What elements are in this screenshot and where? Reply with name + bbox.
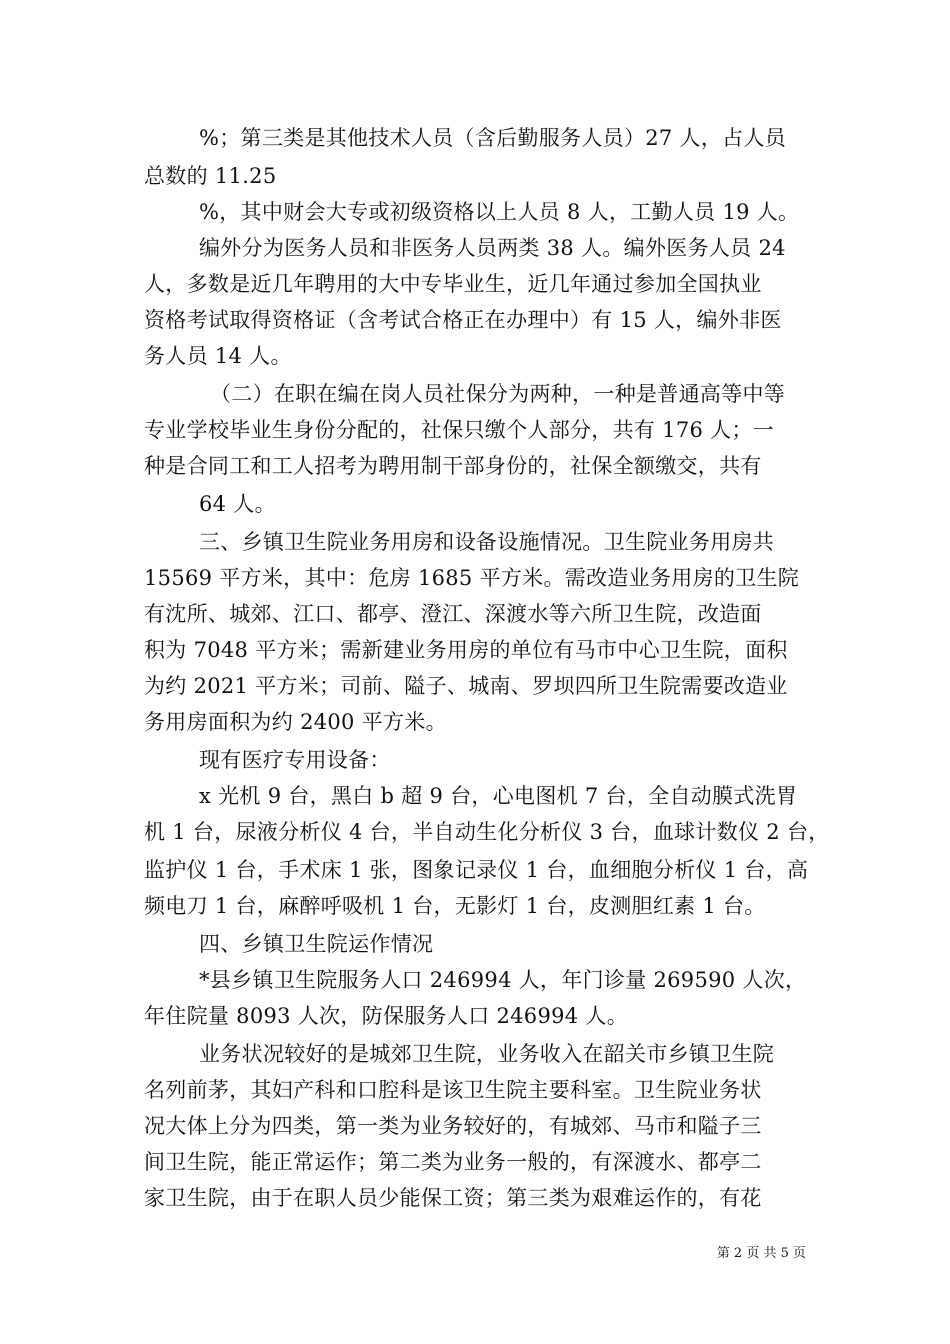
text-line: 专业学校毕业生身份分配的，社保只缴个人部分，共有 176 人；一 (144, 418, 775, 442)
text-line: %；第三类是其他技术人员（含后勤服务人员）27 人，占人员 (199, 126, 787, 150)
text-line: （二）在职在编在岗人员社保分为两种，一种是普通高等中等 (210, 382, 786, 406)
text-line: 四、乡镇卫生院运作情况 (199, 932, 434, 956)
text-line: 机 1 台，尿液分析仪 4 台，半自动生化分析仪 3 台，血球计数仪 2 台， (144, 820, 830, 844)
text-line: 15569 平方米，其中：危房 1685 平方米。需改造业务用房的卫生院 (144, 566, 800, 590)
text-line: 三、乡镇卫生院业务用房和设备设施情况。卫生院业务用房共 (199, 530, 775, 554)
text-line: 务用房面积为约 2400 平方米。 (144, 710, 447, 734)
text-line: 64 人。 (199, 492, 276, 516)
text-line: 名列前茅，其妇产科和口腔科是该卫生院主要科室。卫生院业务状 (144, 1078, 762, 1102)
text-line: 业务状况较好的是城郊卫生院，业务收入在韶关市乡镇卫生院 (199, 1042, 775, 1066)
text-line: x 光机 9 台，黑白 b 超 9 台，心电图机 7 台，全自动膜式洗胃 (199, 784, 798, 808)
text-line: 资格考试取得资格证（含考试合格正在办理中）有 15 人，编外非医 (144, 308, 782, 332)
text-line: 积为 7048 平方米；需新建业务用房的单位有马市中心卫生院，面积 (144, 638, 788, 662)
text-line: 家卫生院，由于在职人员少能保工资；第三类为艰难运作的，有花 (144, 1186, 762, 1210)
page-number-footer: 第 2 页 共 5 页 (716, 1246, 806, 1261)
text-line: 种是合同工和工人招考为聘用制干部身份的，社保全额缴交，共有 (144, 454, 762, 478)
text-line: 年住院量 8093 人次，防保服务人口 246994 人。 (144, 1004, 629, 1028)
text-line: 频电刀 1 台，麻醉呼吸机 1 台，无影灯 1 台，皮测胆红素 1 台。 (144, 894, 766, 918)
text-line: 人，多数是近几年聘用的大中专毕业生，近几年通过参加全国执业 (144, 272, 762, 296)
text-line: *县乡镇卫生院服务人口 246994 人，年门诊量 269590 人次， (199, 968, 807, 992)
text-line: 总数的 11.25 (144, 164, 277, 188)
text-line: 编外分为医务人员和非医务人员两类 38 人。编外医务人员 24 (199, 236, 786, 260)
text-line: 有沈所、城郊、江口、都亭、澄江、深渡水等六所卫生院，改造面 (144, 602, 762, 626)
text-line: 为约 2021 平方米；司前、隘子、城南、罗坝四所卫生院需要改造业 (144, 674, 788, 698)
text-line: 现有医疗专用设备： (199, 748, 391, 772)
text-line: 监护仪 1 台，手术床 1 张，图象记录仪 1 台，血细胞分析仪 1 台，高 (144, 858, 809, 882)
text-line: %，其中财会大专或初级资格以上人员 8 人，工勤人员 19 人。 (199, 200, 800, 224)
text-line: 务人员 14 人。 (144, 344, 292, 368)
text-line: 况大体上分为四类，第一类为业务较好的，有城郊、马市和隘子三 (144, 1114, 762, 1138)
text-line: 间卫生院，能正常运作；第二类为业务一般的，有深渡水、都亭二 (144, 1150, 762, 1174)
